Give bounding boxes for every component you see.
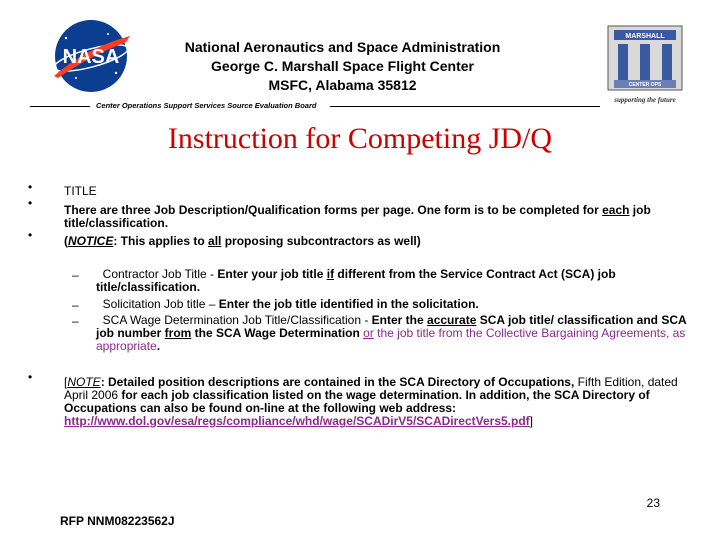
header-line-1: National Aeronautics and Space Administration — [184, 39, 501, 55]
marshall-logo-sub: CENTER OPS — [628, 82, 662, 88]
bullet-icon: • — [28, 228, 33, 242]
bullet-icon: • — [28, 180, 33, 194]
page-title: Instruction for Competing JD/Q — [167, 122, 553, 155]
page-number: 23 — [646, 496, 660, 510]
dash-icon: – — [72, 268, 79, 282]
marshall-logo-text: MARSHALL — [625, 33, 665, 40]
nasa-logo-text: NASA — [62, 46, 120, 68]
header-block — [150, 38, 535, 95]
note-paragraph: [NOTE: Detailed position descriptions are contained in the SCA Directory of Occupations, Fifth Edition, dated April 2006 for each job classification listed on the wage determination. In addition, the SCA Directory of Occupations can also be found on-line at the following web address: http://www.dol.gov/esa/regs/compliance/whd/wage/SCADirV5/SCADirectVers5.pdf] — [64, 375, 678, 428]
header-line-3: MSFC, Alabama 35812 — [268, 77, 417, 93]
marshall-logo — [606, 24, 684, 108]
bullet-notice: (NOTICE: This applies to all proposing subcontractors as well) — [64, 234, 421, 248]
header-line-2: George C. Marshall Space Flight Center — [211, 58, 474, 74]
bullet-forms: There are three Job Description/Qualification forms per page. One form is to be completed for each job title/classification. — [64, 203, 651, 230]
dash-icon: – — [72, 314, 79, 328]
sub-item-contractor-title: Contractor Job Title - Enter your job title if different from the Service Contract Act (SCA) job title/classification. — [96, 267, 616, 294]
subtitle-rule-left — [30, 106, 90, 107]
bullet-title: TITLE — [64, 184, 97, 198]
footer-rfp: RFP NNM08223562J — [60, 514, 175, 528]
bullet-icon: • — [28, 196, 33, 210]
marshall-logo-tag: supporting the future — [614, 96, 676, 104]
sub-item-sca-title: SCA Wage Determination Job Title/Classification - Enter the accurate SCA job title/ classification and SCA job number from the SCA Wage Determination or the job title from the Collective Bargaining Agreements, as appropriate. — [96, 313, 687, 353]
subtitle: Center Operations Support Services Source Evaluation Board — [96, 101, 317, 110]
sub-item-solicitation-title: Solicitation Job title – Enter the job title identified in the solicitation. — [102, 297, 479, 311]
nasa-logo — [46, 18, 136, 94]
bullet-icon: • — [28, 370, 33, 384]
subtitle-rule-right — [330, 106, 600, 107]
sca-directory-link[interactable]: http://www.dol.gov/esa/regs/compliance/whd/wage/SCADirV5/SCADirectVers5.pdf — [64, 414, 530, 428]
dash-icon: – — [72, 298, 79, 312]
